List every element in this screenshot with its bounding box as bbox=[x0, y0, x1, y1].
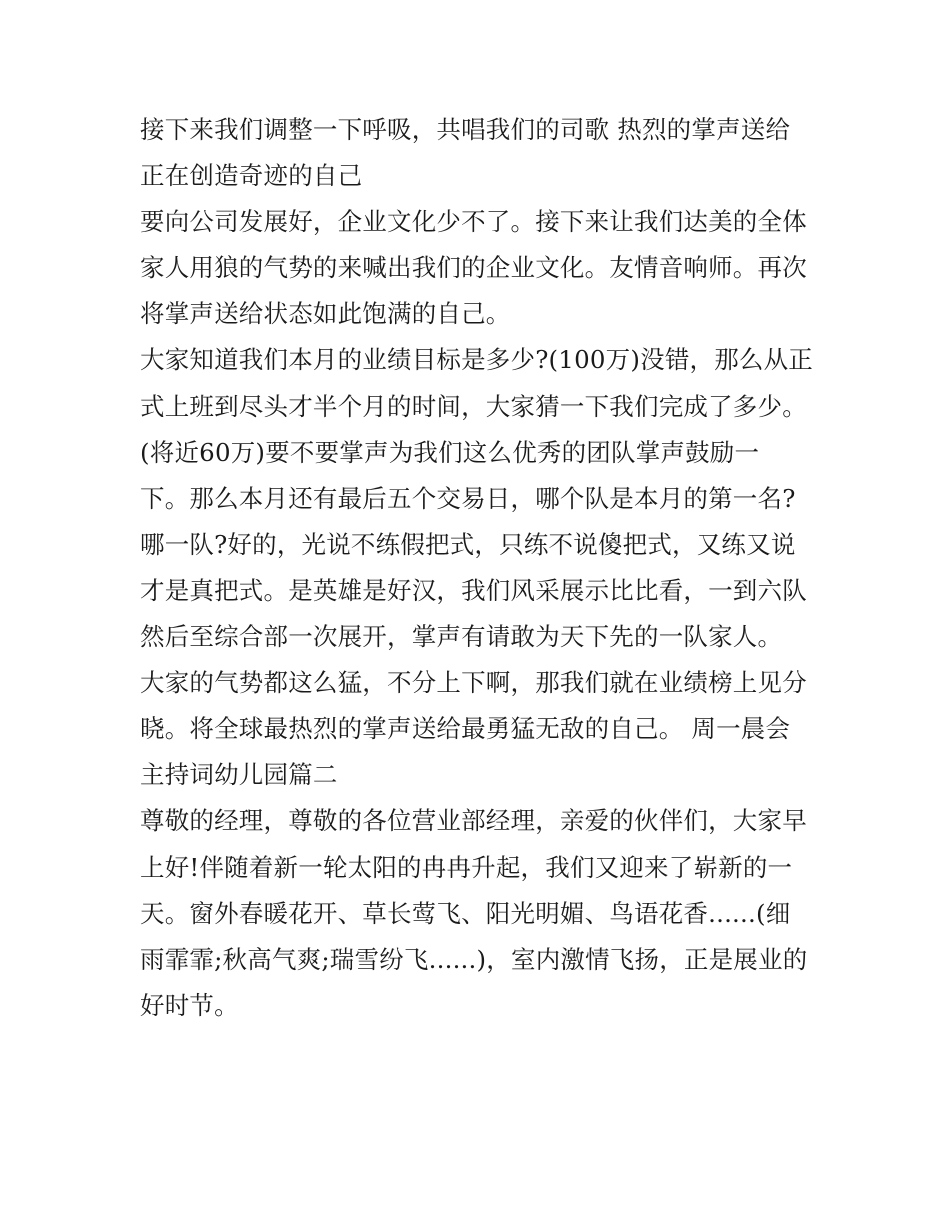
text-line: 大家知道我们本月的业绩目标是多少?(100万)没错，那么从正 bbox=[140, 345, 814, 375]
section-heading: 主持词幼儿园篇二 bbox=[140, 760, 338, 790]
text-line: 晓。将全球最热烈的掌声送给最勇猛无敌的自己。 周一晨会 bbox=[140, 714, 791, 744]
text-line: 好时节。 bbox=[140, 990, 239, 1020]
text-line: 上好!伴随着新一轮太阳的冉冉升起，我们又迎来了崭新的一 bbox=[140, 852, 793, 882]
text-line: (将近60万)要不要掌声为我们这么优秀的团队掌声鼓励一 bbox=[140, 437, 760, 467]
text-line: 接下来我们调整一下呼吸，共唱我们的司歌 热烈的掌声送给 bbox=[140, 115, 791, 144]
text-line: 式上班到尽头才半个月的时间，大家猜一下我们完成了多少。 bbox=[140, 391, 807, 421]
text-line: 大家的气势都这么猛，不分上下啊，那我们就在业绩榜上见分 bbox=[140, 668, 807, 698]
text-line: 雨霏霏;秋高气爽;瑞雪纷飞......)，室内激情飞扬，正是展业的 bbox=[140, 944, 808, 974]
text-line: 正在创造奇迹的自己 bbox=[140, 161, 363, 191]
text-line: 要向公司发展好，企业文化少不了。接下来让我们达美的全体 bbox=[140, 207, 807, 237]
text-line: 将掌声送给状态如此饱满的自己。 bbox=[140, 299, 511, 329]
text-line: 然后至综合部一次展开，掌声有请敢为天下先的一队家人。 bbox=[140, 622, 783, 652]
text-line: 下。那么本月还有最后五个交易日，哪个队是本月的第一名? bbox=[140, 483, 796, 513]
text-line: 哪一队?好的，光说不练假把式，只练不说傻把式，又练又说 bbox=[140, 529, 796, 559]
document-body bbox=[140, 107, 830, 1029]
text-line: 尊敬的经理，尊敬的各位营业部经理，亲爱的伙伴们，大家早 bbox=[140, 806, 807, 836]
text-line: 天。窗外春暖花开、草长莺飞、阳光明媚、鸟语花香......(细 bbox=[140, 898, 791, 928]
text-line: 家人用狼的气势的来喊出我们的企业文化。友情音响师。再次 bbox=[140, 253, 807, 283]
text-line: 才是真把式。是英雄是好汉，我们风采展示比比看，一到六队 bbox=[140, 575, 807, 605]
